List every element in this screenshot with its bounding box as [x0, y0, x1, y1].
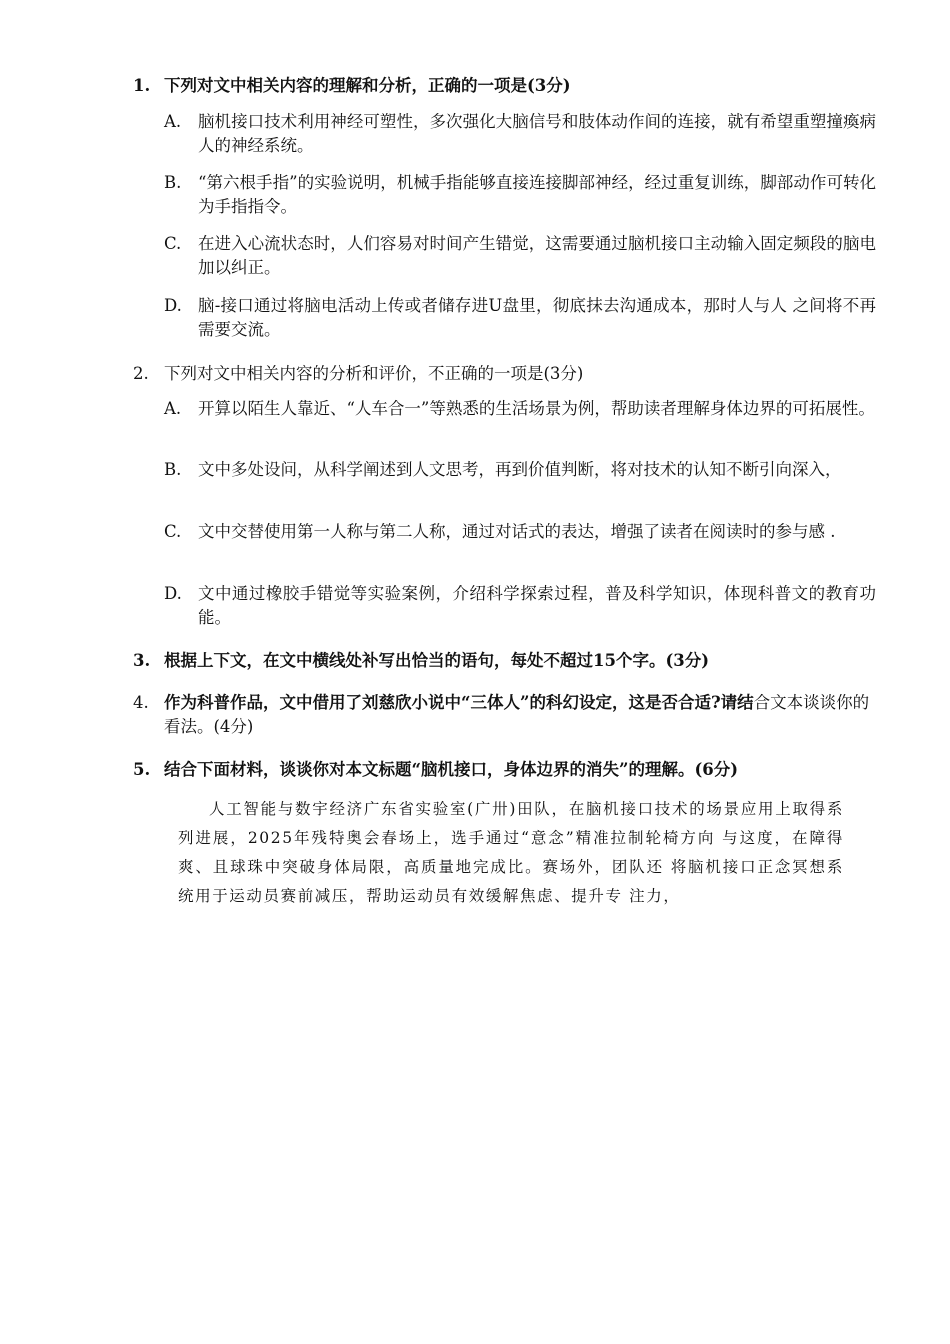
option-letter: A.: [164, 112, 182, 131]
question-number: 4.: [133, 693, 149, 712]
q2-option-d: [164, 582, 876, 630]
q2-option-b: [164, 458, 876, 482]
option-text: 文中多处设问，从科学阐述到人文思考，再到价值判断，将对技术的认知不断引向深入，: [198, 460, 842, 479]
option-text: 在进入心流状态时，人们容易对时间产生错觉，这需要通过脑机接口主动输入固定频段的脑电加以纠正。: [198, 234, 876, 277]
option-text: 脑机接口技术利用神经可塑性，多次强化大脑信号和肢体动作间的连接，就有希望重塑撞瘓病人的神经系统。: [198, 112, 876, 155]
question-3: [133, 649, 878, 673]
question-number: 2.: [133, 364, 149, 383]
option-letter: B.: [164, 460, 182, 479]
question-stem: 下列对文中相关内容的理解和分析，正确的一项是(3分): [164, 76, 571, 95]
option-letter: A.: [164, 399, 182, 418]
option-text: 脑-接口通过将脑电活动上传或者储存进U盘里，彻底抹去沟通成本，那时人与人 之间将不再需要交流。: [198, 296, 876, 339]
option-letter: D.: [164, 584, 182, 603]
option-letter: C.: [164, 234, 182, 253]
question-stem-rest: 合文本谈谈你的看法。(4分): [164, 693, 870, 736]
option-letter: C.: [164, 522, 182, 541]
question-stem: 根据上下文，在文中横线处补写出恰当的语句，每处不超过15个字。(3分): [164, 651, 710, 670]
question-number: 5.: [133, 760, 151, 779]
q1-option-c: [164, 232, 876, 280]
option-text: 开算以陌生人靠近、“人车合一”等熟悉的生活场景为例，帮助读者理解身体边界的可拓展性。: [198, 399, 875, 418]
question-4: [133, 691, 878, 739]
question-stem: [164, 691, 878, 739]
option-letter: B.: [164, 173, 182, 192]
question-number: 3.: [133, 651, 151, 670]
question-stem: 结合下面材料，谈谈你对本文标题“脑机接口，身体边界的消失”的理解。(6分): [164, 760, 739, 779]
q1-option-b: [164, 171, 876, 219]
option-text: “第六根手指”的实验说明，机械手指能够直接连接脚部神经，经过重复训练，脚部动作可转化为手指指令。: [198, 173, 876, 216]
question-1: [133, 74, 878, 98]
material-paragraph: 人工智能与数宇经济广东省实验室(广卅)田队，在脑机接口技术的场景应用上取得系列进展，2025年残特奥会春场上，选手通过“意念”精准拉制轮椅方向 与这度，在障得爽、且球珠中突破身体局限，高质量地完成比。赛场外，团队还 将脑机接口正念冥想系统用于运动员赛前减压，帮助运动员有效缓解焦虑、提升专 注力，: [178, 800, 844, 905]
question-stem: 下列对文中相关内容的分析和评价，不正确的一项是(3分): [164, 364, 584, 383]
question-stem-bold: 作为科普作品，文中借用了刘慈欣小说中“三体人”的科幻设定，这是否合适?请结: [164, 693, 754, 712]
question-5: [133, 758, 878, 782]
option-text: 文中通过橡胶手错觉等实验案例，介绍科学探索过程，普及科学知识，体现科普文的教育功能。: [198, 584, 876, 627]
option-letter: D.: [164, 296, 182, 315]
q2-option-a: [164, 397, 876, 421]
option-text: 文中交替使用第一人称与第二人称，通过对话式的表达，增强了读者在阅读时的参与感 .: [198, 522, 836, 541]
question-2: [133, 362, 878, 386]
q1-option-d: [164, 294, 876, 342]
q1-option-a: [164, 110, 876, 158]
question-number: 1.: [133, 76, 151, 95]
q2-option-c: [164, 520, 876, 544]
